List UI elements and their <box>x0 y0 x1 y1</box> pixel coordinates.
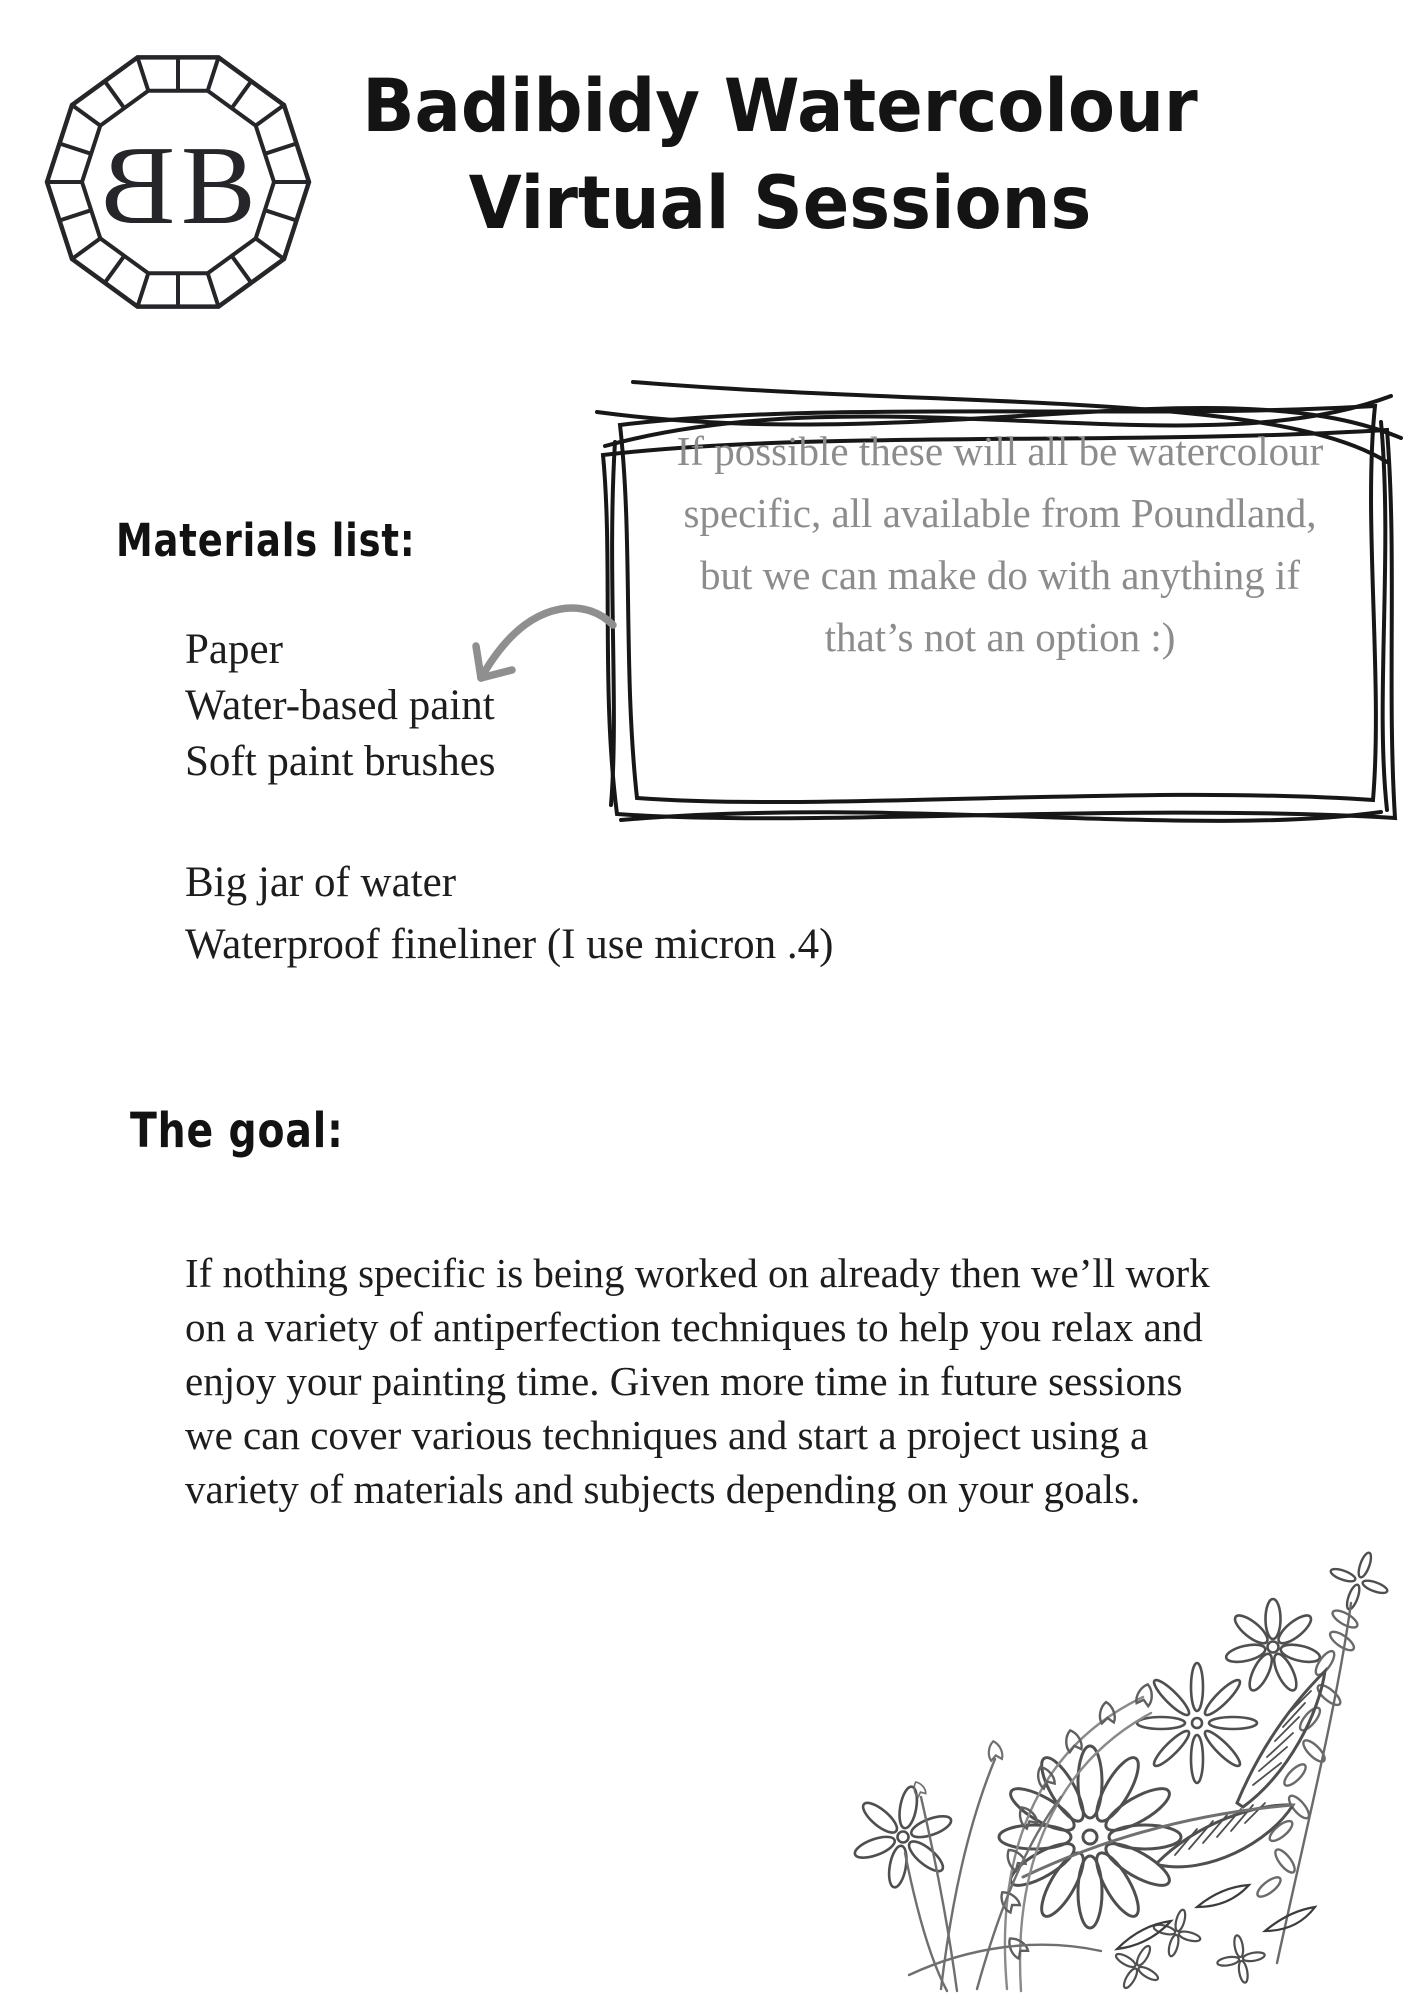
title-line-2: Virtual Sessions <box>468 161 1092 246</box>
logo-letter-mirrored: B <box>100 124 175 248</box>
logo-letter: B <box>181 124 256 248</box>
star-flower <box>1137 1663 1257 1783</box>
bb-decagon-logo-icon <box>38 42 318 322</box>
materials-item: Paper <box>185 626 283 673</box>
mini-flowers <box>1104 1885 1315 1995</box>
hatched-leaf-upper <box>1237 1671 1325 1807</box>
logo-monogram <box>100 124 255 248</box>
page-title <box>300 58 1260 252</box>
materials-item: Waterproof fineliner (I use micron .4) <box>185 921 834 968</box>
materials-item: Soft paint brushes <box>185 738 496 785</box>
title-line-1: Badibidy Watercolour <box>362 64 1198 149</box>
materials-item: Water-based paint <box>185 682 495 729</box>
daisy-large <box>999 1746 1181 1928</box>
sparkle-flower <box>1321 1545 1398 1619</box>
materials-item: Big jar of water <box>185 859 457 906</box>
materials-list-2 <box>185 852 833 976</box>
goal-paragraph: If nothing specific is being worked on already then we’ll work on a variety of antiperfection techniques to help you relax and enjoy your painting time. Given more time in future sessions we can cover various techniques and start a project using a variety of materials and subjects depending on your goals. <box>185 1250 1210 1512</box>
goal-heading: The goal: <box>130 1103 344 1159</box>
floral-doodle-icon <box>845 1545 1405 1995</box>
note-box-text: If possible these will all be watercolour specific, all available from Poundland, but we can make do with anything if that’s not an option :) <box>676 428 1324 660</box>
materials-heading: Materials list: <box>116 514 416 567</box>
grass-stems <box>905 1740 1101 1991</box>
materials-list <box>185 622 496 790</box>
